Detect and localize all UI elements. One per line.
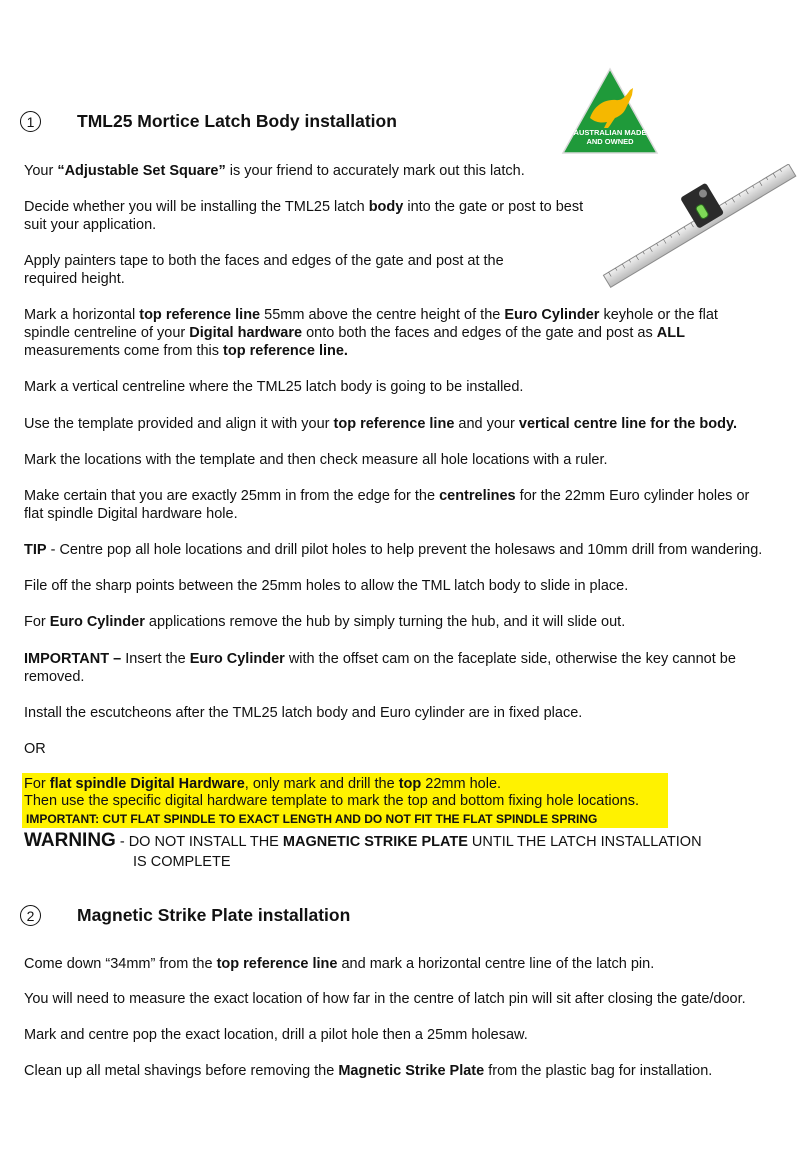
section-number-badge: 2: [20, 905, 41, 926]
set-square-image: [598, 164, 804, 288]
australian-made-logo: [560, 66, 660, 156]
section-number-badge: 1: [20, 111, 41, 132]
paragraph-or: OR: [24, 741, 46, 757]
paragraph-vertical-centreline: Mark a vertical centreline where the TML25 latch body is going to be installed.: [24, 379, 524, 395]
paragraph-painters-tape: Apply painters tape to both the faces and edges of the gate and post at the required height.: [24, 253, 504, 287]
section-2-heading: [20, 905, 350, 926]
paragraph-euro-hub: For Euro Cylinder applications remove the hub by simply turning the hub, and it will slide out.: [24, 614, 626, 630]
warning-line-2: IS COMPLETE: [133, 854, 231, 870]
paragraph-set-square: Your “Adjustable Set Square” is your friend to accurately mark out this latch.: [24, 163, 525, 179]
section-1-title: TML25 Mortice Latch Body installation: [77, 111, 397, 131]
paragraph-check-measure: Mark the locations with the template and then check measure all hole locations with a ruler.: [24, 452, 608, 468]
paragraph-top-reference-line: Mark a horizontal top reference line 55mm above the centre height of the Euro Cylinder keyhole or the flat spindle centreline of your Digital hardware onto both the faces and edges of the gate and post as ALL measurements come from this top reference line.: [24, 307, 718, 359]
paragraph-template-align: Use the template provided and align it with your top reference line and your vertical centre line for the body.: [24, 416, 737, 432]
section-2-title: Magnetic Strike Plate installation: [77, 905, 351, 925]
paragraph-centre-pop: Mark and centre pop the exact location, drill a pilot hole then a 25mm holesaw.: [24, 1027, 528, 1043]
paragraph-escutcheons: Install the escutcheons after the TML25 latch body and Euro cylinder are in fixed place.: [24, 705, 583, 721]
paragraph-file-points: File off the sharp points between the 25mm holes to allow the TML latch body to slide in place.: [24, 578, 629, 594]
paragraph-25mm-edge: Make certain that you are exactly 25mm in from the edge for the centrelines for the 22mm Euro cylinder holes or flat spindle Digital hardware hole.: [24, 488, 750, 522]
logo-line-1: AUSTRALIAN MADE: [573, 128, 647, 137]
paragraph-tip: TIP - Centre pop all hole locations and drill pilot holes to help prevent the holesaws and 10mm drill from wandering.: [24, 542, 763, 558]
paragraph-clean-shavings: Clean up all metal shavings before removing the Magnetic Strike Plate from the plastic bag for installation.: [24, 1063, 713, 1079]
section-1-heading: [20, 111, 397, 132]
logo-line-2: AND OWNED: [586, 137, 634, 146]
warning-label: WARNING: [24, 830, 116, 851]
paragraph-measure-latch-pin: You will need to measure the exact location of how far in the centre of latch pin will sit after closing the gate/door.: [24, 991, 746, 1007]
important-flat-spindle-note: IMPORTANT: CUT FLAT SPINDLE TO EXACT LENGTH AND DO NOT FIT THE FLAT SPINDLE SPRING: [26, 812, 598, 826]
paragraph-34mm: Come down “34mm” from the top reference line and mark a horizontal centre line of the latch pin.: [24, 956, 655, 972]
warning-block: WARNING - DO NOT INSTALL THE MAGNETIC STRIKE PLATE UNTIL THE LATCH INSTALLATION: [24, 830, 702, 851]
paragraph-important-cam: IMPORTANT – Insert the Euro Cylinder with the offset cam on the faceplate side, otherwise the key cannot be removed.: [24, 651, 736, 685]
paragraph-flat-spindle: For flat spindle Digital Hardware, only mark and drill the top 22mm hole. Then use the specific digital hardware template to mark the top and bottom fixing hole locations.: [24, 776, 639, 809]
combination-square-icon: [598, 164, 804, 288]
paragraph-decide-body: Decide whether you will be installing the TML25 latch body into the gate or post to best suit your application.: [24, 199, 584, 233]
